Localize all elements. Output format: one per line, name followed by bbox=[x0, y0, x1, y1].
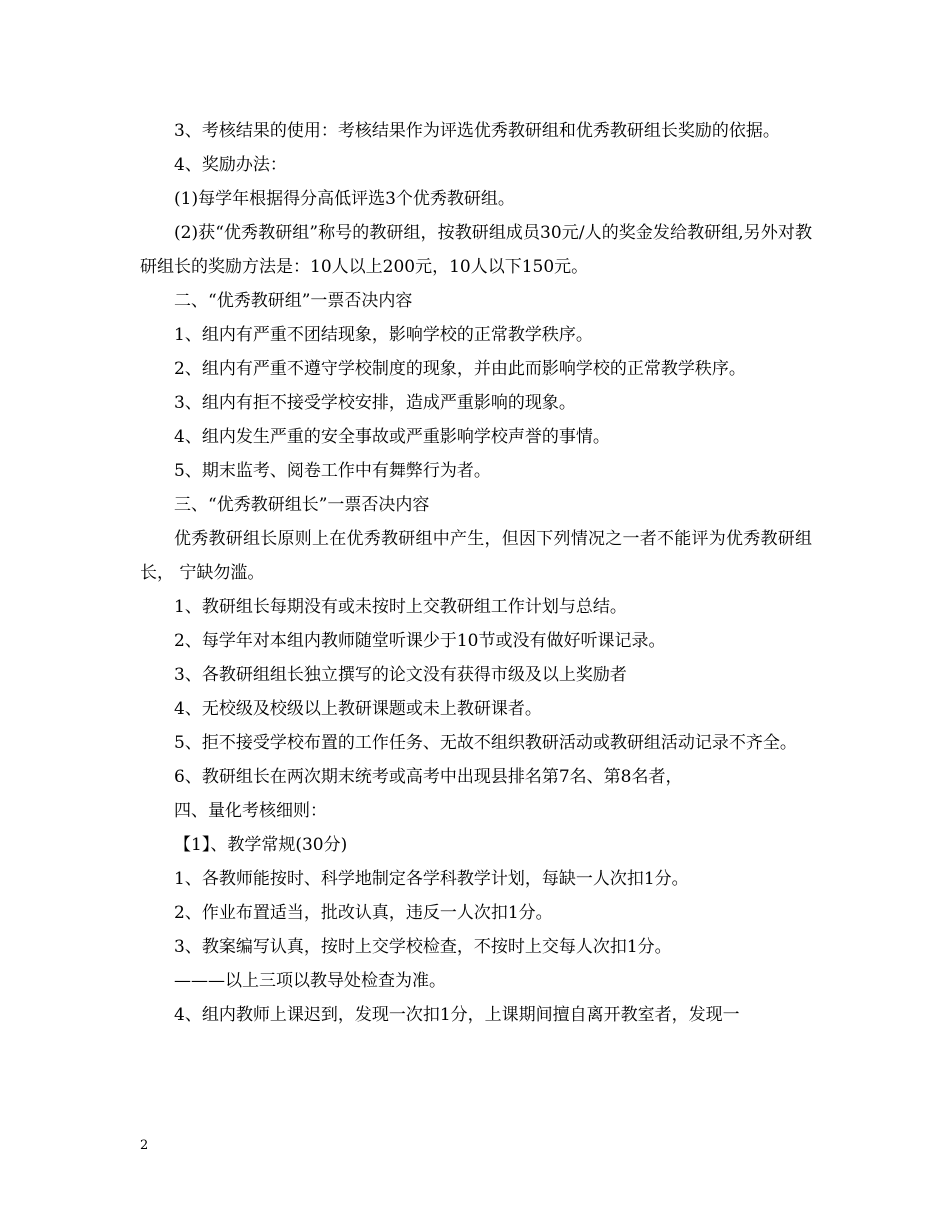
paragraph: 4、无校级及校级以上教研课题或未上教研课者。 bbox=[174, 699, 542, 719]
paragraph: 2、组内有严重不遵守学校制度的现象，并由此而影响学校的正常教学秩序。 bbox=[174, 359, 746, 379]
section-heading: 三、“优秀教研组长”一票否决内容 bbox=[174, 495, 430, 515]
paragraph: ———以上三项以教导处检查为准。 bbox=[174, 971, 446, 991]
paragraph: 2、每学年对本组内教师随堂听课少于10节或没有做好听课记录。 bbox=[174, 631, 666, 651]
paragraph: 1、组内有严重不团结现象，影响学校的正常教学秩序。 bbox=[174, 325, 593, 345]
paragraph: 4、组内发生严重的安全事故或严重影响学校声誉的事情。 bbox=[174, 427, 610, 447]
paragraph: 优秀教研组长原则上在优秀教研组中产生，但因下列情况之一者不能评为优秀教研组长， 宁缺勿滥。 bbox=[140, 529, 812, 583]
paragraph: 3、教案编写认真，按时上交学校检查，不按时上交每人次扣1分。 bbox=[174, 937, 672, 957]
paragraph: 2、作业布置适当，批改认真，违反一人次扣1分。 bbox=[174, 903, 553, 923]
paragraph: 3、各教研组组长独立撰写的论文没有获得市级及以上奖励者 bbox=[174, 665, 627, 685]
paragraph: 6、教研组长在两次期末统考或高考中出现县排名第7名、第8名者， bbox=[174, 767, 683, 787]
document-body bbox=[140, 114, 812, 1032]
section-heading: 四、量化考核细则： bbox=[174, 801, 327, 821]
paragraph: (2)获“优秀教研组”称号的教研组，按教研组成员30元/人的奖金发给教研组,另外对教研组长的奖励方法是：10人以上200元，10人以下150元。 bbox=[140, 223, 812, 277]
paragraph: 3、考核结果的使用：考核结果作为评选优秀教研组和优秀教研组长奖励的依据。 bbox=[174, 121, 780, 141]
section-heading: 二、“优秀教研组”一票否决内容 bbox=[174, 291, 413, 311]
paragraph: 5、拒不接受学校布置的工作任务、无故不组织教研活动或教研组活动记录不齐全。 bbox=[174, 733, 797, 753]
subsection-heading: 【1】、教学常规(30分) bbox=[174, 835, 348, 855]
paragraph: 1、教研组长每期没有或未按时上交教研组工作计划与总结。 bbox=[174, 597, 627, 617]
paragraph: 4、奖励办法： bbox=[174, 155, 287, 175]
paragraph: 1、各教师能按时、科学地制定各学科教学计划，每缺一人次扣1分。 bbox=[174, 869, 689, 889]
paragraph: 3、组内有拒不接受学校安排，造成严重影响的现象。 bbox=[174, 393, 576, 413]
paragraph: 4、组内教师上课迟到，发现一次扣1分，上课期间擅自离开教室者，发现一 bbox=[174, 1005, 740, 1025]
paragraph: 5、期末监考、阅卷工作中有舞弊行为者。 bbox=[174, 461, 491, 481]
paragraph: (1)每学年根据得分高低评选3个优秀教研组。 bbox=[174, 189, 515, 209]
page-number: 2 bbox=[140, 1138, 149, 1153]
